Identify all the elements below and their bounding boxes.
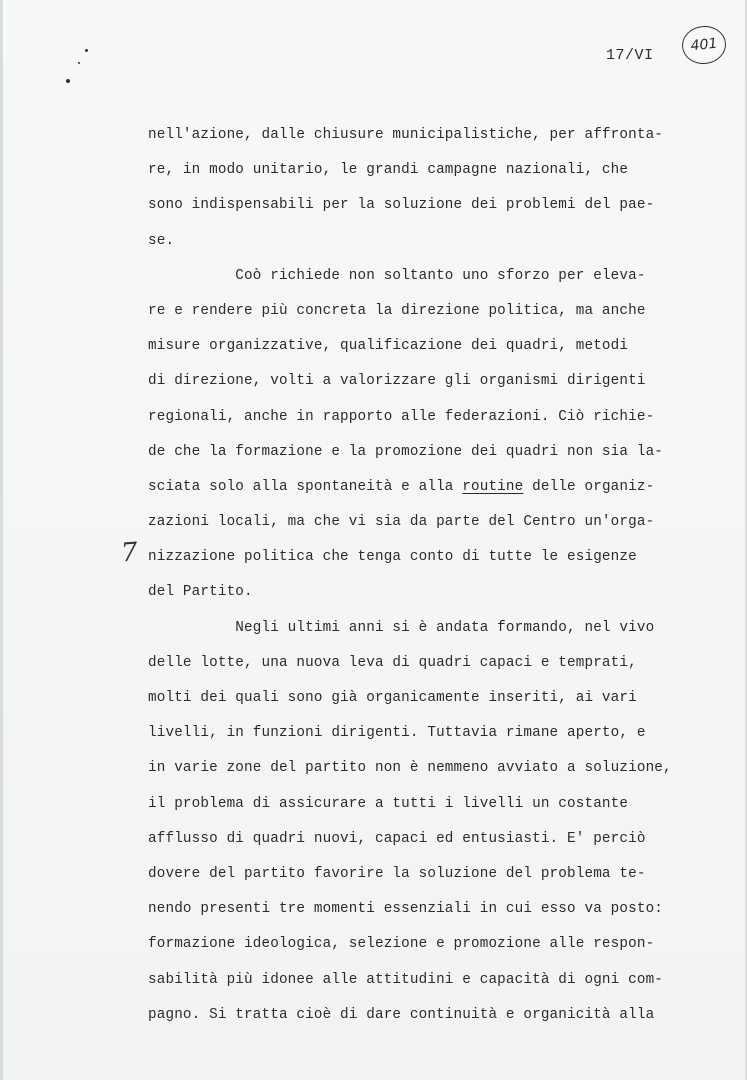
ink-speck — [66, 79, 70, 83]
page-number: 17/VI — [606, 47, 654, 64]
text-line: dovere del partito favorire la soluzione del problema te- — [148, 865, 646, 882]
text-line: de che la formazione e la promozione dei quadri non sia la- — [148, 443, 664, 460]
text-line: molti dei quali sono già organicamente inseriti, ai vari — [148, 690, 637, 706]
text-line: livelli, in funzioni dirigenti. Tuttavia rimane aperto, e — [148, 725, 646, 742]
text-line: il problema di assicurare a tutti i livelli un costante — [148, 795, 629, 812]
text-line: re, in modo unitario, le grandi campagne nazionali, che — [148, 162, 629, 179]
text-line: misure organizzative, qualificazione dei quadri, metodi — [148, 338, 629, 355]
text-segment: delle organiz- — [523, 478, 655, 495]
text-line — [148, 470, 708, 505]
text-line: afflusso di quadri nuovi, capaci ed entusiasti. E' perciò — [148, 830, 646, 847]
text-line: nizzazione politica che tenga conto di tutte le esigenze — [148, 549, 637, 566]
text-line: di direzione, volti a valorizzare gli organismi dirigenti — [148, 373, 646, 390]
text-segment: sciata solo alla spontaneità e alla — [148, 478, 463, 495]
text-line: zazioni locali, ma che vi sia da parte del Centro un'orga- — [148, 514, 655, 531]
text-line: in varie zone del partito non è nemmeno avviato a soluzione, — [148, 760, 672, 777]
text-line: sono indispensabili per la soluzione dei problemi del pae- — [148, 197, 655, 214]
text-line: formazione ideologica, selezione e promozione alle respon- — [148, 936, 655, 953]
page-left-edge — [0, 0, 3, 1080]
text-line: nendo presenti tre momenti essenziali in cui esso va posto: — [148, 901, 664, 918]
text-line: nell'azione, dalle chiusure municipalistiche, per affronta- — [148, 127, 664, 143]
handwritten-margin-note: 7 — [119, 537, 139, 569]
text-line: del Partito. — [148, 584, 253, 601]
text-line: sabilità più idonee alle attitudini e capacità di ogni com- — [148, 971, 664, 988]
text-line: re e rendere più concreta la direzione politica, ma anche — [148, 302, 646, 319]
text-line: Negli ultimi anni si è andata formando, nel vivo — [148, 619, 655, 636]
text-line: Coò richiede non soltanto uno sforzo per eleva- — [148, 267, 646, 284]
underlined-word-routine: routine — [462, 478, 524, 495]
text-line: se. — [148, 232, 175, 249]
text-line: delle lotte, una nuova leva di quadri capaci e temprati, — [148, 654, 637, 671]
ink-speck — [85, 49, 88, 52]
ink-speck — [78, 62, 80, 64]
body-text — [148, 118, 708, 1033]
text-line: pagno. Si tratta cioè di dare continuità e organicità alla — [148, 1006, 655, 1023]
archive-stamp-number: 401 — [680, 24, 728, 66]
text-line: regionali, anche in rapporto alle federazioni. Ciò richie- — [148, 408, 655, 425]
